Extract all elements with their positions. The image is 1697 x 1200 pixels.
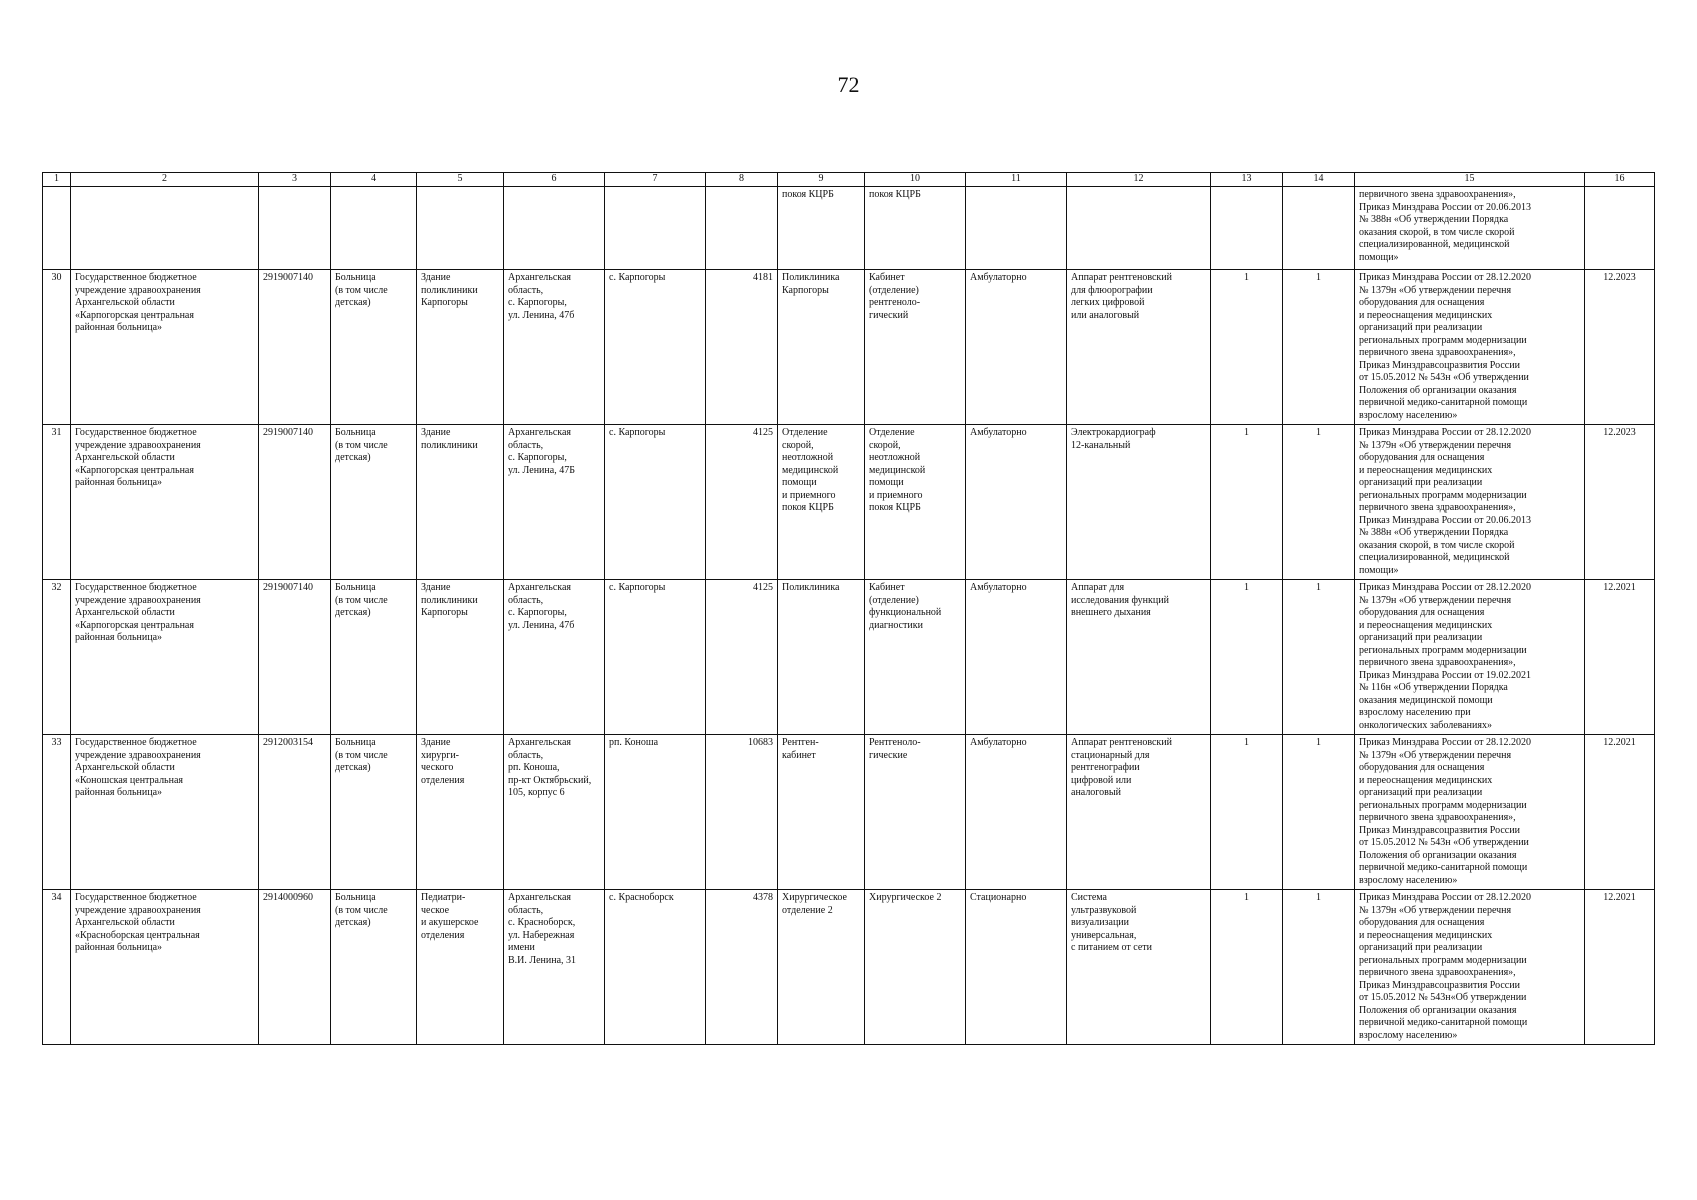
row-number-cell: 33 [43,735,71,890]
column-header: 6 [504,173,605,187]
continuation-row [43,187,1655,270]
unit-cell: покоя КЦРБ [865,187,966,270]
organization-cell: Государственное бюджетное учреждение здравоохранения Архангельской области «Красноборская центральная районная больница» [71,890,259,1045]
quantity-cell: 1 [1283,735,1355,890]
equipment-cell: Электрокардиограф 12-канальный [1067,425,1211,580]
building-cell: Здание поликлиники Карпогоры [417,580,504,735]
column-header: 3 [259,173,331,187]
quantity-cell: 1 [1211,580,1283,735]
column-header: 5 [417,173,504,187]
population-cell: 4181 [706,270,778,425]
inn-cell: 2919007140 [259,270,331,425]
locality-cell: с. Красноборск [605,890,706,1045]
column-header: 7 [605,173,706,187]
deadline-cell: 12.2021 [1585,890,1655,1045]
legal-basis-cell: первичного звена здравоохранения», Приказ Минздрава России от 20.06.2013 № 388н «Об утверждении Порядка оказания скорой, в том числе скорой специализированной, медицинской помощи» [1355,187,1585,270]
legal-basis-cell: Приказ Минздрава России от 28.12.2020 № 1379н «Об утверждении перечня оборудования для оснащения и переоснащения медицинских организаций при реализации региональных программ модернизации первичного звена здравоохранения», Приказ Минздрава России от 19.02.2021 № 116н «Об утверждении Порядка оказания медицинской помощи взрослому населению при онкологических заболеваниях» [1355,580,1585,735]
table-row [43,580,1655,735]
legal-basis-cell: Приказ Минздрава России от 28.12.2020 № 1379н «Об утверждении перечня оборудования для оснащения и переоснащения медицинских организаций при реализации региональных программ модернизации первичного звена здравоохранения», Приказ Минздрава России от 20.06.2013 № 388н «Об утверждении Порядка оказания скорой, в том числе скорой специализированной, медицинской помощи» [1355,425,1585,580]
address-cell: Архангельская область, с. Карпогоры, ул. Ленина, 47б [504,580,605,735]
quantity-cell: 1 [1211,890,1283,1045]
unit-cell: Хирургическое 2 [865,890,966,1045]
care-mode-cell: Амбулаторно [966,425,1067,580]
column-header: 13 [1211,173,1283,187]
address-cell: Архангельская область, с. Красноборск, ул. Набережная имени В.И. Ленина, 31 [504,890,605,1045]
deadline-cell: 12.2023 [1585,270,1655,425]
care-mode-cell: Амбулаторно [966,270,1067,425]
column-header: 1 [43,173,71,187]
column-header: 14 [1283,173,1355,187]
building-cell: Здание хирурги- ческого отделения [417,735,504,890]
equipment-cell: Аппарат рентгеновский стационарный для рентгенографии цифровой или аналоговый [1067,735,1211,890]
row-number-cell: 34 [43,890,71,1045]
equipment-cell: Аппарат рентгеновский для флюорографии легких цифровой или аналоговый [1067,270,1211,425]
table-row [43,890,1655,1045]
column-header: 2 [71,173,259,187]
organization-cell: Государственное бюджетное учреждение здравоохранения Архангельской области «Карпогорская центральная районная больница» [71,425,259,580]
unit-cell: Рентгеноло- гические [865,735,966,890]
address-cell: Архангельская область, с. Карпогоры, ул. Ленина, 47Б [504,425,605,580]
department-cell: Хирургическое отделение 2 [778,890,865,1045]
column-header: 16 [1585,173,1655,187]
department-cell: Рентген- кабинет [778,735,865,890]
population-cell: 10683 [706,735,778,890]
deadline-cell: 12.2023 [1585,425,1655,580]
locality-cell: рп. Коноша [605,735,706,890]
locality-cell: с. Карпогоры [605,270,706,425]
organization-cell: Государственное бюджетное учреждение здравоохранения Архангельской области «Коношская центральная районная больница» [71,735,259,890]
department-cell: Отделение скорой, неотложной медицинской помощи и приемного покоя КЦРБ [778,425,865,580]
facility-type-cell: Больница (в том числе детская) [331,890,417,1045]
address-cell: Архангельская область, рп. Коноша, пр-кт Октябрьский, 105, корпус 6 [504,735,605,890]
inn-cell: 2912003154 [259,735,331,890]
column-header: 9 [778,173,865,187]
column-header: 12 [1067,173,1211,187]
quantity-cell: 1 [1283,270,1355,425]
building-cell: Педиатри- ческое и акушерское отделения [417,890,504,1045]
population-cell: 4125 [706,425,778,580]
facility-type-cell: Больница (в том числе детская) [331,425,417,580]
organization-cell: Государственное бюджетное учреждение здравоохранения Архангельской области «Карпогорская центральная районная больница» [71,580,259,735]
department-cell: Поликлиника Карпогоры [778,270,865,425]
inn-cell: 2919007140 [259,580,331,735]
locality-cell: с. Карпогоры [605,580,706,735]
facility-type-cell: Больница (в том числе детская) [331,735,417,890]
legal-basis-cell: Приказ Минздрава России от 28.12.2020 № 1379н «Об утверждении перечня оборудования для оснащения и переоснащения медицинских организаций при реализации региональных программ модернизации первичного звена здравоохранения», Приказ Минздравсоцразвития России от 15.05.2012 № 543н«Об утверждении Положения об организации оказания первичной медико-санитарной помощи взрослому населению» [1355,890,1585,1045]
equipment-table [42,172,1655,1045]
row-number-cell: 30 [43,270,71,425]
address-cell: Архангельская область, с. Карпогоры, ул. Ленина, 47б [504,270,605,425]
population-cell: 4378 [706,890,778,1045]
equipment-cell: Аппарат для исследования функций внешнего дыхания [1067,580,1211,735]
department-cell: покоя КЦРБ [778,187,865,270]
building-cell: Здание поликлиники Карпогоры [417,270,504,425]
table-row [43,270,1655,425]
unit-cell: Кабинет (отделение) функциональной диагностики [865,580,966,735]
page-number: 72 [837,72,860,97]
care-mode-cell: Амбулаторно [966,580,1067,735]
inn-cell: 2919007140 [259,425,331,580]
quantity-cell: 1 [1211,735,1283,890]
facility-type-cell: Больница (в том числе детская) [331,580,417,735]
row-number-cell: 31 [43,425,71,580]
column-number-row [43,173,1655,187]
column-header: 15 [1355,173,1585,187]
building-cell: Здание поликлиники [417,425,504,580]
column-header: 10 [865,173,966,187]
inn-cell: 2914000960 [259,890,331,1045]
deadline-cell: 12.2021 [1585,580,1655,735]
unit-cell: Отделение скорой, неотложной медицинской помощи и приемного покоя КЦРБ [865,425,966,580]
column-header: 4 [331,173,417,187]
table-row [43,735,1655,890]
quantity-cell: 1 [1211,270,1283,425]
column-header: 8 [706,173,778,187]
unit-cell: Кабинет (отделение) рентгеноло- гический [865,270,966,425]
department-cell: Поликлиника [778,580,865,735]
table-row [43,425,1655,580]
legal-basis-cell: Приказ Минздрава России от 28.12.2020 № 1379н «Об утверждении перечня оборудования для оснащения и переоснащения медицинских организаций при реализации региональных программ модернизации первичного звена здравоохранения», Приказ Минздравсоцразвития России от 15.05.2012 № 543н «Об утверждении Положения об организации оказания первичной медико-санитарной помощи взрослому населению» [1355,735,1585,890]
quantity-cell: 1 [1283,425,1355,580]
care-mode-cell: Амбулаторно [966,735,1067,890]
locality-cell: с. Карпогоры [605,425,706,580]
organization-cell: Государственное бюджетное учреждение здравоохранения Архангельской области «Карпогорская центральная районная больница» [71,270,259,425]
quantity-cell: 1 [1211,425,1283,580]
deadline-cell: 12.2021 [1585,735,1655,890]
row-number-cell: 32 [43,580,71,735]
quantity-cell: 1 [1283,890,1355,1045]
facility-type-cell: Больница (в том числе детская) [331,270,417,425]
equipment-cell: Система ультразвуковой визуализации универсальная, с питанием от сети [1067,890,1211,1045]
column-header: 11 [966,173,1067,187]
care-mode-cell: Стационарно [966,890,1067,1045]
legal-basis-cell: Приказ Минздрава России от 28.12.2020 № 1379н «Об утверждении перечня оборудования для оснащения и переоснащения медицинских организаций при реализации региональных программ модернизации первичного звена здравоохранения», Приказ Минздравсоцразвития России от 15.05.2012 № 543н «Об утверждении Положения об организации оказания первичной медико-санитарной помощи взрослому населению» [1355,270,1585,425]
quantity-cell: 1 [1283,580,1355,735]
population-cell: 4125 [706,580,778,735]
